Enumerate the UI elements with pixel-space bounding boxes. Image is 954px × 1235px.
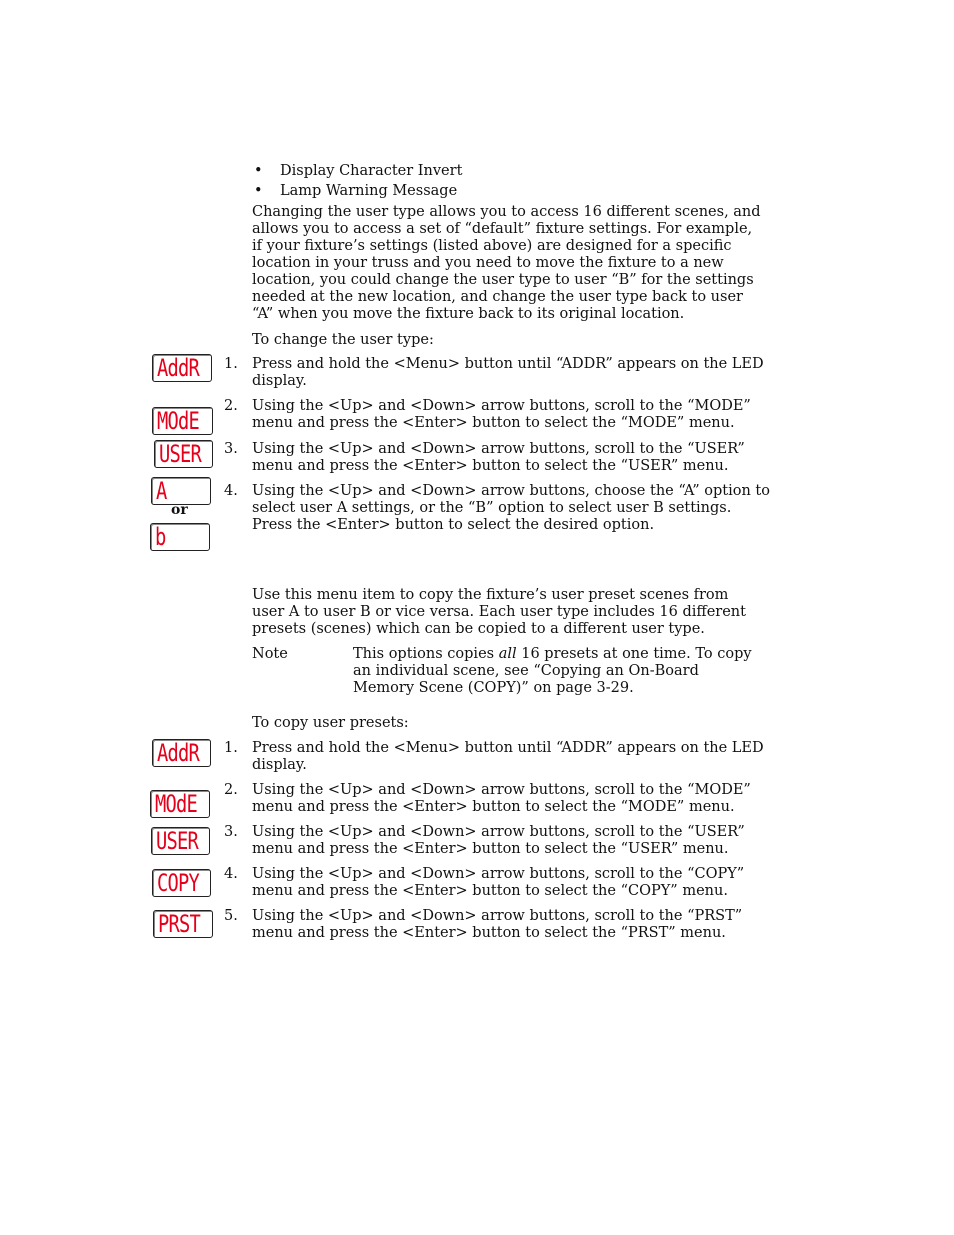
step-text: Using the <Up> and <Down> arrow buttons, scroll to the “MODE” menu and press the <Enter> button to select the “MODE” menu. xyxy=(252,398,751,431)
step-text: Using the <Up> and <Down> arrow buttons, scroll to the “MODE” menu and press the <Enter> button to select the “MODE” menu. xyxy=(252,782,751,815)
step-number: 3. xyxy=(224,824,238,840)
step-number: 2. xyxy=(224,398,238,414)
led-display-addr: AddR xyxy=(152,739,211,767)
note-label: Note xyxy=(252,646,288,662)
intro-paragraph: Changing the user type allows you to access 16 different scenes, and allows you to access a set of “default” fixture settings. For example, if your fixture’s settings (listed above) are designed for a specific location in your truss and you need to move the fixture to a new location, you could change the user type to user “B” for the settings needed at the new location, and change the user type back to user “A” when you move the fixture back to its original location. xyxy=(252,204,761,322)
step-number: 5. xyxy=(224,908,238,924)
step-text: Using the <Up> and <Down> arrow buttons, choose the “A” option to select user A settings, or the “B” option to select user B settings. Press the <Enter> button to select the desired option. xyxy=(252,483,770,533)
section2-intro: To copy user presets: xyxy=(252,715,409,731)
led-display-b: b xyxy=(150,523,210,551)
note-text: This options copies all 16 presets at one time. To copy an individual scene, see “Copying an On-Board Memory Scene (COPY)” on page 3-29. xyxy=(353,646,752,696)
section1-intro: To change the user type: xyxy=(252,332,434,348)
led-display-addr: AddR xyxy=(152,354,212,382)
step-number: 4. xyxy=(224,866,238,882)
step-text: Using the <Up> and <Down> arrow buttons, scroll to the “USER” menu and press the <Enter> button to select the “USER” menu. xyxy=(252,824,745,857)
bullet-item: Lamp Warning Message xyxy=(280,183,458,199)
led-display-user: USER xyxy=(151,827,210,855)
led-display-copy: COPY xyxy=(152,869,211,897)
bullet-dot: • xyxy=(254,163,263,179)
step-number: 1. xyxy=(224,356,238,372)
led-display-prst: PRST xyxy=(153,910,213,938)
led-display-user: USER xyxy=(154,440,213,468)
led-display-mode: MOdE xyxy=(150,790,210,818)
step-number: 3. xyxy=(224,441,238,457)
bullet-dot: • xyxy=(254,183,263,199)
step-number: 4. xyxy=(224,483,238,499)
step-text: Press and hold the <Menu> button until “ADDR” appears on the LED display. xyxy=(252,356,764,389)
step-number: 2. xyxy=(224,782,238,798)
or-label: or xyxy=(171,502,188,518)
step-text: Using the <Up> and <Down> arrow buttons, scroll to the “COPY” menu and press the <Enter> button to select the “COPY” menu. xyxy=(252,866,745,899)
step-text: Press and hold the <Menu> button until “ADDR” appears on the LED display. xyxy=(252,740,764,773)
led-display-mode: MOdE xyxy=(152,407,213,435)
step-number: 1. xyxy=(224,740,238,756)
led-display-a: A xyxy=(151,477,211,505)
step-text: Using the <Up> and <Down> arrow buttons, scroll to the “USER” menu and press the <Enter> button to select the “USER” menu. xyxy=(252,441,745,474)
copy-paragraph: Use this menu item to copy the fixture’s user preset scenes from user A to user B or vice versa. Each user type includes 16 different presets (scenes) which can be copied to a different user type. xyxy=(252,587,746,637)
bullet-item: Display Character Invert xyxy=(280,163,463,179)
step-text: Using the <Up> and <Down> arrow buttons, scroll to the “PRST” menu and press the <Enter> button to select the “PRST” menu. xyxy=(252,908,743,941)
